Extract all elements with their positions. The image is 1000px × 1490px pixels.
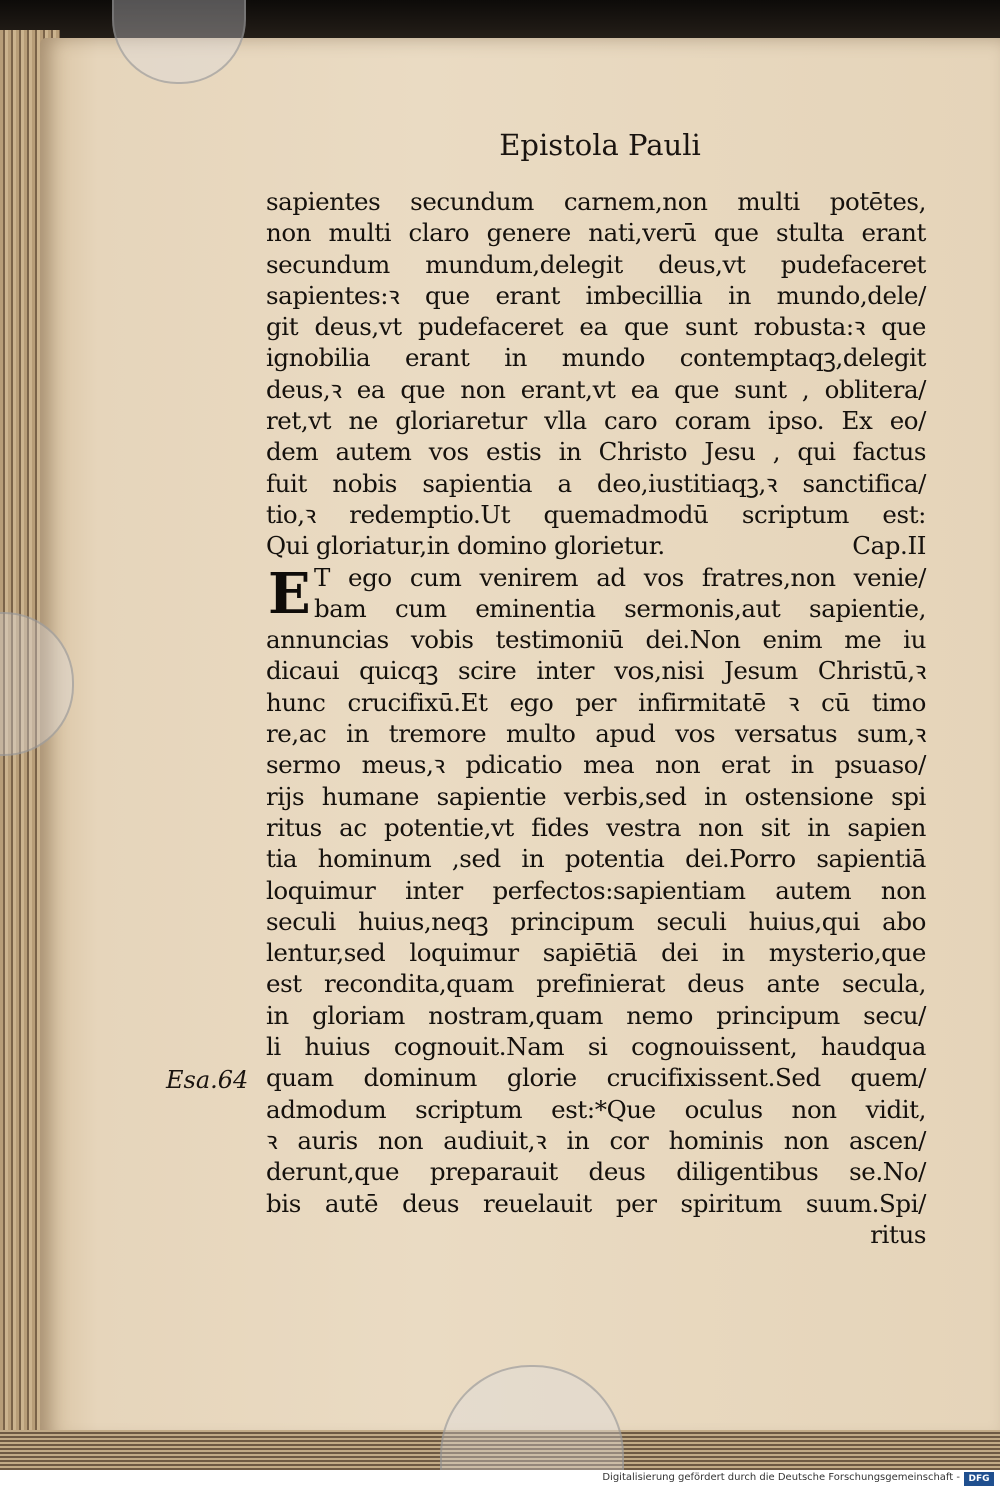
text-line: sapientes secundum carnem,non multi potētes, [266,187,926,216]
text-line: admodum scriptum est:*Que oculus non vidit, [266,1094,926,1124]
footer-credit: Digitalisierung gefördert durch die Deutsche Forschungsgemeinschaft - [602,1472,960,1483]
text-line: in gloriam nostram,quam nemo principum secu/ [266,1000,926,1030]
text-line: est recondita,quam prefinierat deus ante secula, [266,969,926,999]
text-line: tio,ꝛ redemptio.Ut quemadmodū scriptum est: [266,499,926,529]
text-line: non multi claro genere nati,verū que stulta erant [266,218,926,248]
drop-initial: E [268,561,311,627]
text-line: tia hominum ,sed in potentia dei.Porro sapientiā [266,844,926,874]
catchword: ritus [870,1219,926,1249]
text-line: re,ac in tremore multo apud vos versatus sum,ꝛ [266,719,926,749]
text-line: sapientes:ꝛ que erant imbecillia in mundo,dele/ [266,280,926,310]
margin-note: Esa.64 [166,1066,249,1094]
text-line: li huius cognouit.Nam si cognouissent, haudqua [266,1032,926,1062]
text-line: git deus,vt pudefaceret ea que sunt robusta:ꝛ que [266,312,926,342]
text-line: ret,vt ne gloriaretur vlla caro coram ipso. Ex eo/ [266,406,926,436]
text-line: fuit nobis sapientia a deo,iustitiaqꝫ,ꝛ sanctifica/ [266,468,926,498]
text-line-with-chapter [266,530,926,561]
text-line: derunt,que preparauit deus diligentibus se.No/ [266,1157,926,1187]
text-line: T ego cum venirem ad vos fratres,non venie/ [314,562,926,592]
text-line: quam dominum glorie crucifixissent.Sed quem/ [266,1063,926,1093]
text-line: Qui gloriatur,in domino glorietur. [266,531,665,561]
text-line: bam cum eminentia sermonis,aut sapientie, [314,593,926,623]
text-line: ritus ac potentie,vt fides vestra non sit in sapien [266,812,926,842]
text-line: ꝛ auris non audiuit,ꝛ in cor hominis non ascen/ [266,1125,926,1155]
text-line: dicaui quicqꝫ scire inter vos,nisi Jesum Christū,ꝛ [266,656,926,686]
text-line: hunc crucifixū.Et ego per infirmitatē ꝛ cū timo [266,687,926,717]
text-line: loquimur inter perfectos:sapientiam autem non [266,875,926,905]
dfg-logo: DFG [964,1472,994,1486]
text-line: lentur,sed loquimur sapiētiā dei in mysterio,que [266,938,926,968]
text-line: deus,ꝛ ea que non erant,vt ea que sunt , oblitera/ [266,374,926,404]
text-line: seculi huius,neqꝫ principum seculi huius,qui abo [266,906,926,936]
text-line: rijs humane sapientie verbis,sed in ostensione spi [266,781,926,811]
text-line: bis autē deus reuelauit per spiritum suum.Spi/ [266,1188,926,1218]
text-line: annuncias vobis testimoniū dei.Non enim me iu [266,625,926,655]
text-line: sermo meus,ꝛ pdicatio mea non erat in psuaso/ [266,750,926,780]
text-line: secundum mundum,delegit deus,vt pudefaceret [266,249,926,279]
body-text [266,186,926,1250]
text-line: dem autem vos estis in Christo Jesu , qui factus [266,437,926,467]
running-head: Epistola Pauli [499,128,701,162]
text-line: ignobilia erant in mundo contemptaqꝫ,delegit [266,343,926,373]
chapter-label: Cap.II [852,531,926,561]
